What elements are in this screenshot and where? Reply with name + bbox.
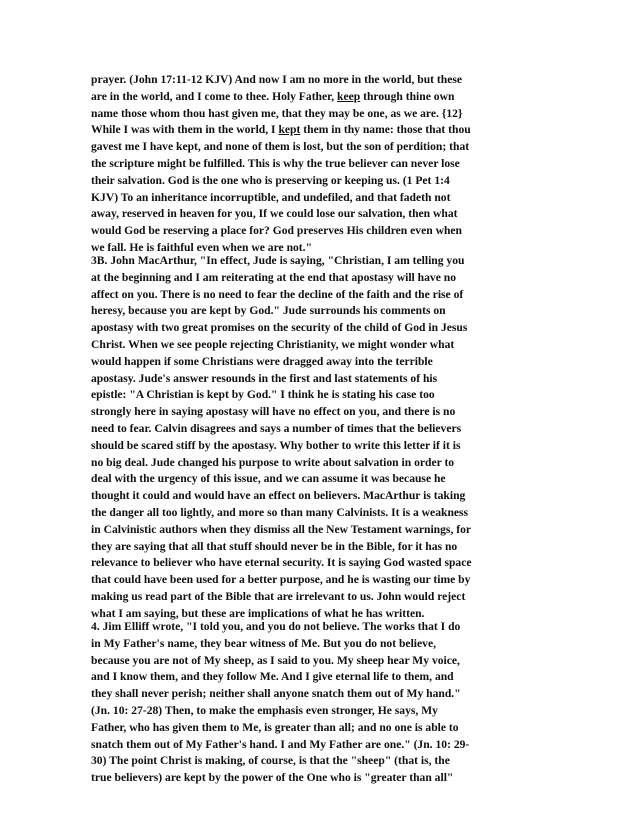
text-line (91, 223, 549, 240)
text-run: the scripture might be fulfilled. This is why the true believer can never lose (91, 156, 460, 170)
text-run: affect on you. There is no need to fear the decline of the faith and the rise of (91, 287, 464, 301)
text-run: that could have been used for a better purpose, and he is wasting our time by (91, 573, 471, 587)
text-run: gavest me I have kept, and none of them is lost, but the son of perdition; that (91, 140, 470, 154)
text-run: they shall never perish; neither shall anyone snatch them out of My hand." (91, 687, 461, 701)
text-run: are in the world, and I come to thee. Holy Father, (91, 89, 338, 103)
text-line (91, 156, 549, 173)
text-run: need to fear. Calvin disagrees and says a number of times that the believers (91, 421, 462, 435)
text-line (91, 421, 549, 438)
text-line (91, 703, 549, 720)
text-run: would happen if some Christians were dragged away into the terrible (91, 354, 433, 368)
text-run: name those whom thou hast given me, that they may be one, as we are. {12} (91, 106, 463, 120)
text-run: snatch them out of My Father's hand. I and My Father are one." (Jn. 10: 29- (91, 737, 470, 751)
text-run: 30) The point Christ is making, of course, is that the "sheep" (that is, the (91, 754, 450, 768)
text-run: and I know them, and they follow Me. And I give eternal life to them, and (91, 670, 454, 684)
text-run: prayer. (John 17:11-12 KJV) And now I am no more in the world, but these (91, 73, 463, 86)
text-line (91, 522, 549, 539)
text-line (91, 455, 549, 472)
text-line (91, 139, 549, 156)
text-line (91, 619, 549, 636)
text-line (91, 438, 549, 455)
text-line (91, 636, 549, 653)
text-run: (Jn. 10: 27-28) Then, to make the emphasis even stronger, He says, My (91, 703, 438, 717)
text-run: 3B. John MacArthur, "In effect, Jude is saying, "Christian, I am telling you (91, 254, 465, 267)
text-run: deal with the urgency of this issue, and we can assume it was because he (91, 472, 446, 486)
paragraph-elliff-quote (91, 619, 549, 787)
text-run: KJV) To an inheritance incorruptible, and undefiled, and that fadeth not (91, 190, 451, 204)
text-run: through thine own (360, 89, 455, 103)
text-run: true believers) are kept by the power of the One who is "greater than all" (91, 771, 454, 785)
text-line (91, 737, 549, 754)
text-line (91, 505, 549, 522)
text-line (91, 539, 549, 556)
text-line (91, 669, 549, 686)
text-run: would God be reserving a place for? God preserves His children even when (91, 224, 462, 238)
text-run: making us read part of the Bible that are irrelevant to us. John would reject (91, 589, 466, 603)
text-run: what I am saying, but these are implications of what he has written. (91, 606, 425, 620)
underlined-word: keep (337, 89, 361, 103)
text-line (91, 471, 549, 488)
text-line (91, 173, 549, 190)
text-run: no big deal. Jude changed his purpose to write about salvation in order to (91, 455, 455, 469)
text-run: in Calvinistic authors when they dismiss all the New Testament warnings, for (91, 522, 472, 536)
text-line (91, 653, 549, 670)
text-line (91, 720, 549, 737)
text-line (91, 320, 549, 337)
paragraph-john-17-prayer (91, 72, 549, 257)
text-line (91, 253, 549, 270)
text-line (91, 686, 549, 703)
text-run: 4. Jim Elliff wrote, "I told you, and you do not believe. The works that I do (91, 620, 461, 633)
text-line (91, 770, 549, 787)
text-line (91, 337, 549, 354)
text-run: thought it could and would have an effect on believers. MacArthur is taking (91, 489, 466, 503)
underlined-word: kept (278, 123, 301, 137)
text-run: While I was with them in the world, I (91, 123, 279, 137)
text-line (91, 753, 549, 770)
text-run: the danger all too lightly, and more so than many Calvinists. It is a weakness (91, 505, 469, 519)
text-run: they are saying that all that stuff should never be in the Bible, for it has no (91, 539, 458, 553)
text-run: apostasy. Jude's answer resounds in the first and last statements of his (91, 371, 438, 385)
text-run: in My Father's name, they bear witness of Me. But you do not believe, (91, 636, 436, 650)
text-line (91, 89, 549, 106)
text-line (91, 589, 549, 606)
text-line (91, 555, 549, 572)
text-run: their salvation. God is the one who is preserving or keeping us. (1 Pet 1:4 (91, 173, 450, 187)
text-run: apostasy with two great promises on the security of the child of God in Jesus (91, 321, 468, 335)
text-run: away, reserved in heaven for you, If we could lose our salvation, then what (91, 207, 458, 221)
text-run: them in thy name: those that thou (300, 123, 471, 137)
text-line (91, 354, 549, 371)
text-run: strongly here in saying apostasy will have no effect on you, and there is no (91, 405, 456, 419)
text-line (91, 106, 549, 123)
text-line (91, 572, 549, 589)
text-run: should be scared stiff by the apostasy. Why bother to write this letter if it is (91, 438, 461, 452)
text-run: because you are not of My sheep, as I said to you. My sheep hear My voice, (91, 653, 460, 667)
text-run: we fall. He is faithful even when we are not." (91, 240, 313, 254)
text-line (91, 371, 549, 388)
text-run: relevance to believer who have eternal security. It is saying God wasted space (91, 556, 472, 570)
paragraph-macarthur-quote (91, 253, 549, 623)
text-line (91, 72, 549, 89)
text-run: Christ. When we see people rejecting Christianity, we might wonder what (91, 337, 455, 351)
text-line (91, 488, 549, 505)
text-line (91, 287, 549, 304)
text-line (91, 206, 549, 223)
text-run: Father, who has given them to Me, is greater than all; and no one is able to (91, 720, 459, 734)
text-line (91, 122, 549, 139)
text-run: heresy, because you are kept by God." Jude surrounds his comments on (91, 304, 446, 318)
text-line (91, 404, 549, 421)
text-line (91, 270, 549, 287)
text-run: epistle: "A Christian is kept by God." I think he is stating his case too (91, 388, 435, 402)
text-line (91, 387, 549, 404)
text-line (91, 190, 549, 207)
text-line (91, 303, 549, 320)
text-run: at the beginning and I am reiterating at the end that apostasy will have no (91, 270, 457, 284)
